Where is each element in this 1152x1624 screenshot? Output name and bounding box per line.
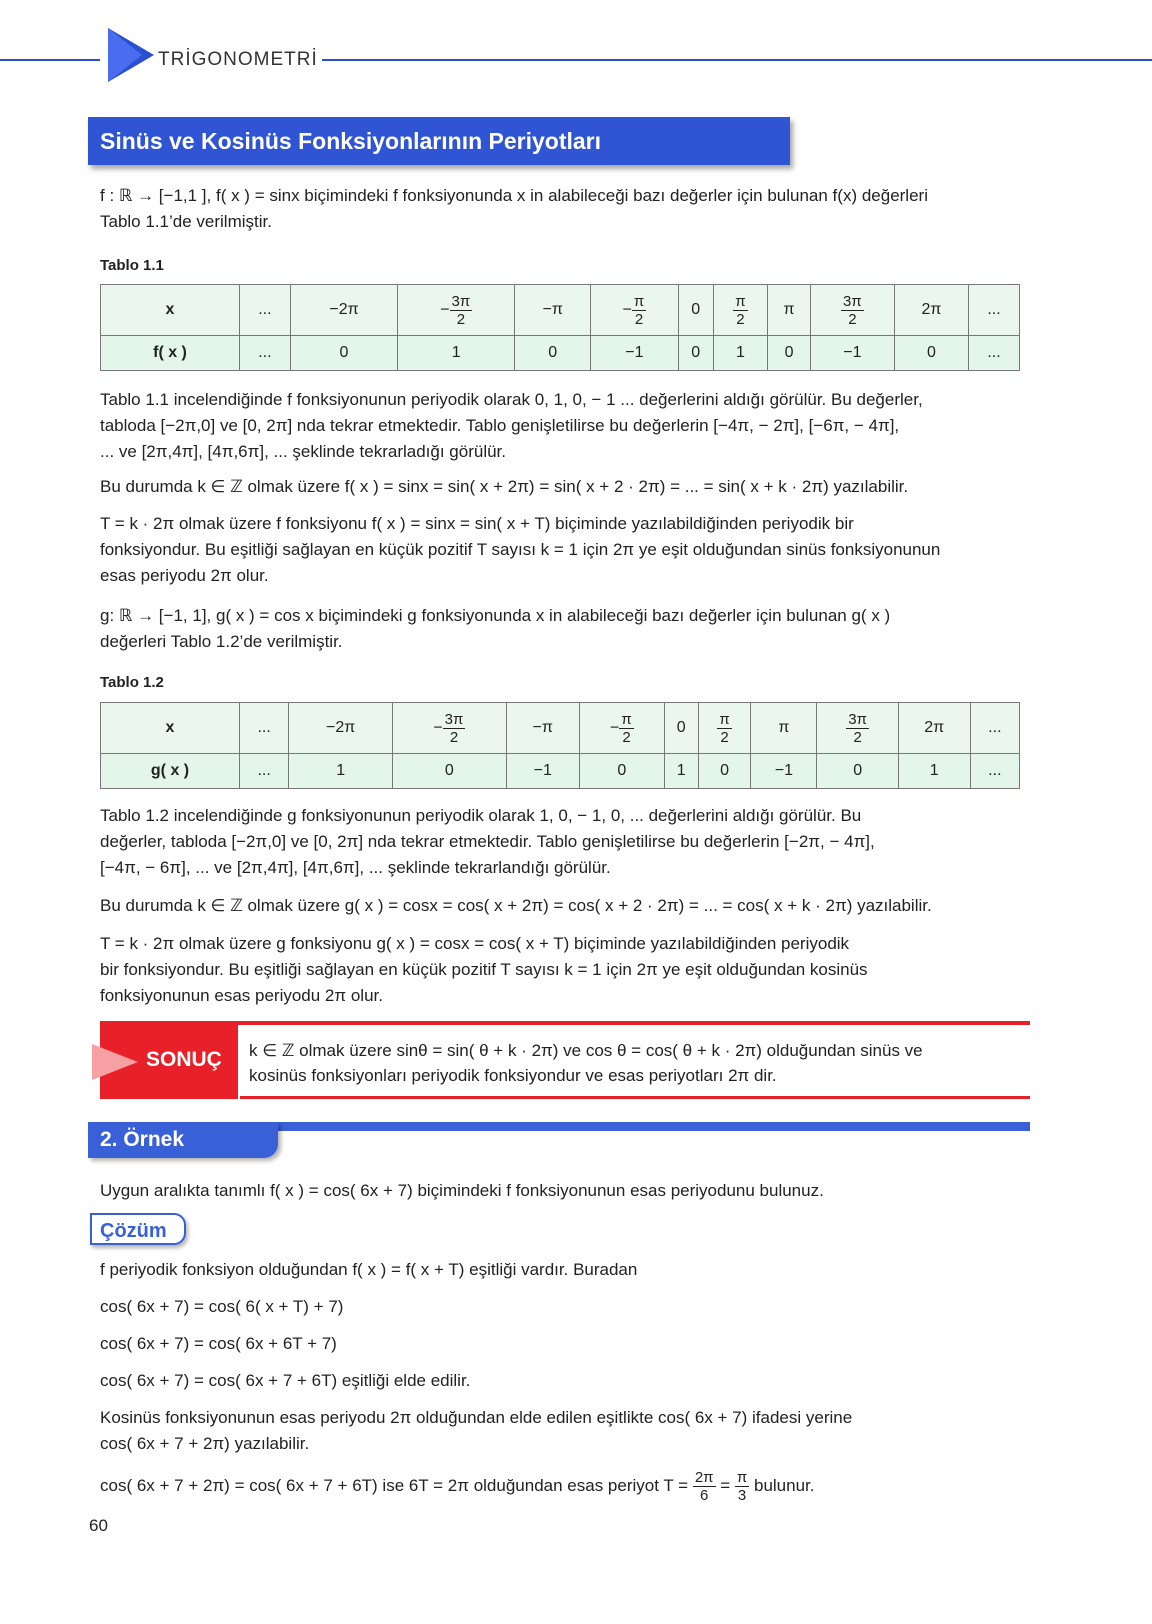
table-cell: −π: [515, 285, 591, 336]
text-line: fonksiyonunun esas periyodu 2π olur.: [100, 986, 383, 1005]
text-line: T = k · 2π olmak üzere g fonksiyonu g( x ) = cosx = cos( x + T) biçiminde yazılabildiğinden periyodik: [100, 934, 850, 953]
table-cell: 0: [817, 754, 898, 789]
minus-sign: −: [609, 719, 620, 737]
text-line: T = k · 2π olmak üzere f fonksiyonu f( x ) = sinx = sin( x + T) biçiminde yazılabildiğinden periyodik bir: [100, 514, 854, 533]
fraction: [693, 1469, 716, 1504]
section-title: Sinüs ve Kosinüs Fonksiyonlarının Periyotları: [88, 117, 790, 165]
fraction: [841, 293, 864, 328]
text-line: g: ℝ → [−1, 1], g( x ) = cos x biçimindeki g fonksiyonunda x in alabileceği bazı değerler için bulunan g( x ): [100, 606, 891, 625]
table-cell: x: [101, 285, 240, 336]
text-line: Tablo 1.2 incelendiğinde g fonksiyonunun periyodik olarak 1, 0, − 1, 0, ... değerlerini aldığı görülür. Bu: [100, 806, 862, 825]
ornek-question: Uygun aralıkta tanımlı f( x ) = cos( 6x + 7) biçimindeki f fonksiyonunun esas periyodunu bulunuz.: [100, 1181, 824, 1200]
minus-sign: −: [433, 719, 443, 737]
sin-period-paragraph: [100, 511, 1020, 589]
cos-period-paragraph: [100, 931, 1020, 1009]
table-cell: −1: [810, 336, 894, 371]
table-cell: ...: [969, 285, 1020, 336]
fraction-num: 2π: [694, 1469, 714, 1487]
table-cell: 1: [289, 754, 393, 789]
text-line: Tablo 1.1 incelendiğinde f fonksiyonunun periyodik olarak 0, 1, 0, − 1 ... değerlerini aldığı görülür. Bu değerler,: [100, 390, 923, 409]
fraction-den: 6: [700, 1487, 709, 1505]
table-cell: ...: [240, 285, 291, 336]
ornek-label: 2. Örnek: [88, 1122, 278, 1158]
text-line: kosinüs fonksiyonları periyodik fonksiyondur ve esas periyotları 2π dir.: [249, 1066, 777, 1085]
text-line: fonksiyondur. Bu eşitliği sağlayan en küçük pozitif T sayısı k = 1 için 2π ye eşit olduğundan sinüs fonksiyonunun: [100, 540, 941, 559]
final-text: cos( 6x + 7 + 2π) = cos( 6x + 7 + 6T) ise 6T = 2π olduğundan esas periyot T =: [100, 1476, 689, 1495]
table-cell: −1: [591, 336, 679, 371]
text-line: değerleri Tablo 1.2’de verilmiştir.: [100, 632, 343, 651]
table-cell: 2π: [898, 703, 970, 754]
table-cell: [579, 703, 664, 754]
fraction-num: 3π: [848, 710, 867, 728]
table-cell: g( x ): [101, 754, 240, 789]
fraction-num: π: [621, 710, 632, 728]
table-cell: −1: [506, 754, 579, 789]
sonuc-top-rule: [100, 1021, 1030, 1025]
table-cell: 0: [678, 285, 713, 336]
table-cell: x: [101, 703, 240, 754]
table1-row-x: [101, 285, 1020, 336]
table2-analysis: [100, 803, 1020, 881]
sin-periodicity-formula: Bu durumda k ∈ ℤ olmak üzere f( x ) = sinx = sin( x + 2π) = sin( x + 2 · 2π) = ... = sin( x + k · 2π) yazılabilir.: [100, 477, 909, 496]
table2-caption: Tablo 1.2: [100, 674, 164, 691]
fraction-den: 2: [848, 310, 857, 328]
table2: [100, 702, 1020, 789]
ornek-rule: [272, 1122, 1030, 1131]
fraction: [717, 711, 731, 746]
fraction-num: π: [633, 292, 645, 310]
cos-periodicity-formula: Bu durumda k ∈ ℤ olmak üzere g( x ) = cosx = cos( x + 2π) = cos( x + 2 · 2π) = ... = cos( x + k · 2π) yazılabilir.: [100, 896, 932, 915]
fraction-den: 2: [720, 728, 729, 746]
header-line-left: [0, 59, 100, 61]
final-text-end: bulunur.: [749, 1476, 815, 1495]
page-number: 60: [89, 1516, 108, 1535]
table-cell: 1: [898, 754, 970, 789]
table2-row-x: [101, 703, 1020, 754]
fraction: [846, 711, 869, 746]
table-cell: ...: [970, 703, 1019, 754]
table-cell: 0: [393, 754, 506, 789]
table-cell: [393, 703, 506, 754]
table-cell: −2π: [290, 285, 397, 336]
table1-row-f: [101, 336, 1020, 371]
fraction: [632, 293, 646, 328]
table-cell: 0: [579, 754, 664, 789]
chevron-right-icon: [92, 1044, 138, 1080]
table-cell: 0: [664, 703, 698, 754]
table-cell: 1: [664, 754, 698, 789]
fraction: [619, 711, 633, 746]
logo-triangle-inner-icon: [108, 28, 142, 82]
table1-analysis: [100, 387, 1020, 465]
sonuc-label: SONUÇ: [146, 1048, 222, 1071]
table-cell: ...: [970, 754, 1019, 789]
table-cell: ...: [969, 336, 1020, 371]
table-cell: 0: [515, 336, 591, 371]
table1-caption: Tablo 1.1: [100, 257, 164, 274]
table-cell: −1: [751, 754, 817, 789]
table-cell: 0: [290, 336, 397, 371]
table-cell: ...: [240, 336, 291, 371]
fraction-den: 2: [634, 310, 644, 328]
table-cell: π: [768, 285, 811, 336]
text-line: esas periyodu 2π olur.: [100, 566, 269, 585]
fraction-num: 3π: [843, 292, 862, 310]
fraction-num: 3π: [444, 710, 464, 728]
header-line-right: [322, 59, 1152, 61]
fraction-den: 2: [456, 310, 466, 328]
cos-intro-paragraph: [100, 603, 1020, 655]
cozum-label: Çözüm: [90, 1213, 186, 1245]
cozum-final: [100, 1466, 1020, 1506]
table-cell: f( x ): [101, 336, 240, 371]
text-line: cos( 6x + 7 + 2π) yazılabilir.: [100, 1434, 310, 1453]
text-line: ... ve [2π,4π], [4π,6π], ... şeklinde tekrarladığı görülür.: [100, 442, 506, 461]
table-cell: [810, 285, 894, 336]
text-line: Kosinüs fonksiyonunun esas periyodu 2π olduğundan elde edilen eşitlikte cos( 6x + 7) ifadesi yerine: [100, 1408, 853, 1427]
text-line: bir fonksiyondur. Bu eşitliği sağlayan en küçük pozitif T sayısı k = 1 için 2π ye eşit olduğundan kosinüs: [100, 960, 868, 979]
fraction: [733, 293, 747, 328]
table-cell: 0: [698, 754, 751, 789]
table-cell: [713, 285, 767, 336]
fraction: [735, 1469, 749, 1504]
table-cell: 0: [768, 336, 811, 371]
fraction-num: π: [736, 1469, 748, 1487]
cozum-paragraph: [100, 1405, 1020, 1457]
text-line: [−4π, − 6π], ... ve [2π,4π], [4π,6π], ... şeklinde tekrarlandığı görülür.: [100, 858, 611, 877]
table1: [100, 284, 1020, 371]
fraction-num: π: [735, 292, 746, 310]
table-cell: [817, 703, 898, 754]
table-cell: π: [751, 703, 817, 754]
text-line: değerler, tabloda [−2π,0] ve [0, 2π] nda tekrar etmektedir. Tablo genişletilirse bu değerlerin [−2π, − 4π],: [100, 832, 875, 851]
sonuc-bottom-rule: [240, 1096, 1030, 1099]
intro-paragraph: [100, 183, 1020, 235]
table-cell: 1: [398, 336, 515, 371]
table-cell: 0: [678, 336, 713, 371]
sonuc-text: [249, 1038, 1029, 1088]
fraction-num: π: [719, 710, 730, 728]
cozum-line-4: cos( 6x + 7) = cos( 6x + 7 + 6T) eşitliği elde edilir.: [100, 1371, 471, 1390]
table-cell: 1: [713, 336, 767, 371]
fraction-den: 2: [736, 310, 745, 328]
table-cell: ...: [240, 703, 289, 754]
fraction-den: 2: [449, 728, 459, 746]
intro-line-1: f : ℝ → [−1,1 ], f( x ) = sinx biçimindeki f fonksiyonunda x in alabileceği bazı değerler için bulunan f(x) değerleri: [100, 186, 928, 205]
text-line: tabloda [−2π,0] ve [0, 2π] nda tekrar etmektedir. Tablo genişletilirse bu değerlerin [−4π, − 2π], [−6π, − 4π],: [100, 416, 900, 435]
intro-line-2: Tablo 1.1’de verilmiştir.: [100, 212, 272, 231]
fraction: [450, 293, 473, 328]
text-line: k ∈ ℤ olmak üzere sinθ = sin( θ + k · 2π) ve cos θ = cos( θ + k · 2π) olduğundan sinüs ve: [249, 1041, 923, 1060]
table-cell: [591, 285, 679, 336]
equals-sign: =: [715, 1476, 735, 1495]
header-title: TRİGONOMETRİ: [158, 49, 318, 70]
table-cell: −2π: [289, 703, 393, 754]
table2-row-g: [101, 754, 1020, 789]
minus-sign: −: [440, 301, 450, 319]
cozum-line-2: cos( 6x + 7) = cos( 6( x + T) + 7): [100, 1297, 344, 1316]
table-cell: [398, 285, 515, 336]
fraction-den: 2: [853, 728, 862, 746]
fraction-den: 2: [622, 728, 631, 746]
table-cell: 2π: [894, 285, 968, 336]
table-cell: −π: [506, 703, 579, 754]
table-cell: [698, 703, 751, 754]
table-cell: 0: [894, 336, 968, 371]
fraction: [443, 711, 466, 746]
minus-sign: −: [622, 301, 632, 319]
table-cell: ...: [240, 754, 289, 789]
fraction-num: 3π: [451, 292, 471, 310]
fraction-den: 3: [737, 1487, 747, 1505]
cozum-line-1: f periyodik fonksiyon olduğundan f( x ) = f( x + T) eşitliği vardır. Buradan: [100, 1260, 638, 1279]
cozum-line-3: cos( 6x + 7) = cos( 6x + 6T + 7): [100, 1334, 337, 1353]
